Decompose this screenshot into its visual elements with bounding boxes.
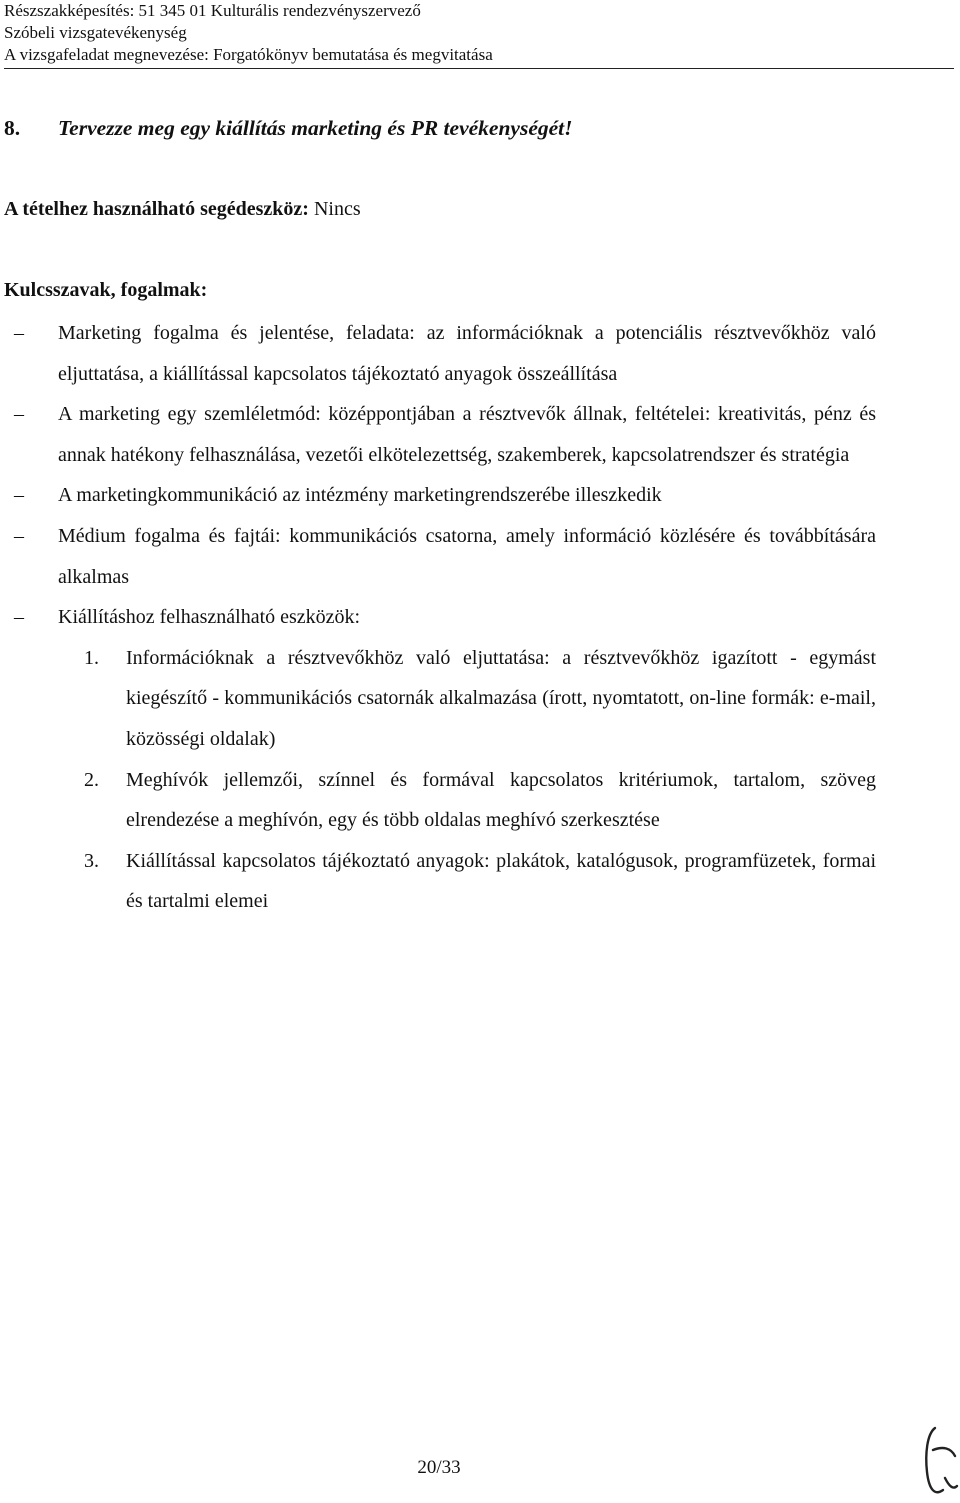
dash-icon: – [14,403,24,426]
keyword-bullet [4,394,876,475]
item-text: Meghívók jellemzői, színnel és formával kapcsolatos kritériumok, tartalom, szöveg elrendezése a meghívón, egy és több oldalas meghívó szerkesztése [126,768,876,832]
header-exam-type: Szóbeli vizsgatevékenység [4,23,187,42]
document-header [4,0,954,69]
keyword-bullet [4,475,876,516]
item-text: Információknak a résztvevőkhöz való eljuttatása: a résztvevőkhöz igazított - egymást kiegészítő - kommunikációs csatornák alkalmazása (írott, nyomtatott, on-line formák: e-mail, közösségi oldalak) [126,646,876,750]
item-text: Kiállítással kapcsolatos tájékoztató anyagok: plakátok, katalógusok, programfüzetek, formai és tartalmi elemei [126,849,876,913]
page-number: 20/33 [417,1457,461,1478]
keyword-bullet-text: Kiállításhoz felhasználható eszközök: [58,606,361,629]
keywords-content [4,313,876,922]
keyword-bullet-text: A marketing egy szemléletmód: középpontjában a résztvevők állnak, feltételei: kreativitás, pénz és annak hatékony felhasználása, vezetői elkötelezettség, szakemberek, kapcsolatrendszer és stratégia [58,403,876,466]
keywords-heading: Kulcsszavak, fogalmak: [4,279,208,301]
dash-icon: – [14,606,24,629]
numbered-item [4,638,876,760]
task-title-text: Tervezze meg egy kiállítás marketing és PR tevékenységét! [58,116,573,140]
item-number: 1. [84,646,99,669]
header-qualification: Részszakképesítés: 51 345 01 Kulturális rendezvényszervező [4,1,421,20]
keyword-bullet-text: A marketingkommunikáció az intézmény marketingrendszerébe illeszkedik [58,484,662,507]
keyword-bullet [4,313,876,394]
item-number: 2. [84,768,99,791]
numbered-item [4,841,876,922]
keyword-bullet [4,597,876,638]
item-number: 3. [84,849,99,872]
dash-icon: – [14,524,24,547]
task-title [4,116,573,141]
tool-line [4,198,361,221]
dash-icon: – [14,484,24,507]
tool-value: Nincs [313,198,361,220]
keyword-bullet-text: Marketing fogalma és jelentése, feladata: az információknak a potenciális résztvevőkhöz való eljuttatása, a kiállítással kapcsolatos tájékoztató anyagok összeállítása [58,322,876,385]
task-number: 8. [4,116,21,140]
tool-label: A tételhez használható segédeszköz: [4,198,309,220]
signature-icon [915,1420,960,1500]
header-task-name: A vizsgafeladat megnevezése: Forgatókönyv bemutatása és megvitatása [4,44,954,69]
numbered-item [4,760,876,841]
keyword-bullet [4,516,876,597]
dash-icon: – [14,322,24,344]
keyword-bullet-text: Médium fogalma és fajtái: kommunikációs csatorna, amely információ közlésére és továbbítására alkalmas [58,524,876,588]
